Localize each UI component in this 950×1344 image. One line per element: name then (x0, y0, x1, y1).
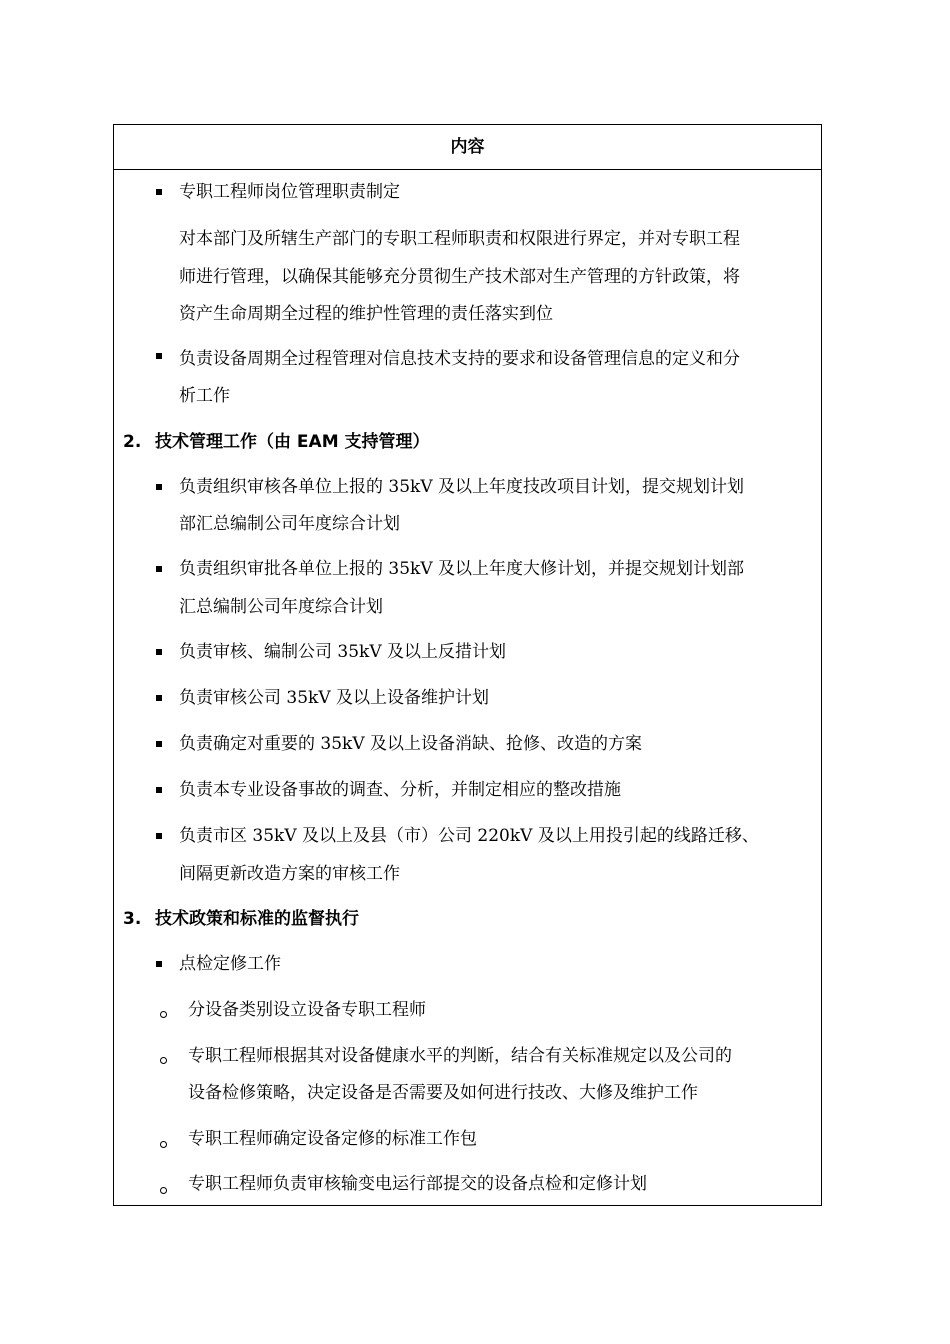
list-item: 负责设备周期全过程管理对信息技术支持的要求和设备管理信息的定义和分 (179, 349, 740, 369)
list-item: 负责确定对重要的 35kV 及以上设备消缺、抢修、改造的方案 (179, 734, 643, 754)
section-title: 技术政策和标准的监督执行 (155, 909, 359, 929)
circle-bullet-icon (160, 1141, 167, 1148)
list-item-continuation: 部汇总编制公司年度综合计划 (179, 514, 400, 534)
sub-list-item: 分设备类别设立设备专职工程师 (188, 1000, 426, 1020)
sub-list-item-continuation: 设备检修策略，决定设备是否需要及如何进行技改、大修及维护工作 (188, 1083, 698, 1103)
list-item: 负责组织审核各单位上报的 35kV 及以上年度技改项目计划，提交规划计划 (179, 477, 745, 497)
list-item: 负责市区 35kV 及以上及县（市）公司 220kV 及以上用投引起的线路迁移、 (179, 826, 759, 846)
list-item: 负责本专业设备事故的调查、分析，并制定相应的整改措施 (179, 780, 621, 800)
square-bullet-icon (156, 566, 162, 572)
section-title: 技术管理工作（由 EAM 支持管理） (155, 432, 430, 452)
square-bullet-icon (156, 649, 162, 655)
list-item: 负责审核公司 35kV 及以上设备维护计划 (179, 688, 490, 708)
paragraph-line: 师进行管理，以确保其能够充分贯彻生产技术部对生产管理的方针政策，将 (179, 267, 740, 287)
square-bullet-icon (156, 695, 162, 701)
paragraph-line: 资产生命周期全过程的维护性管理的责任落实到位 (179, 304, 553, 324)
list-item-continuation: 汇总编制公司年度综合计划 (179, 597, 383, 617)
table-header: 内容 (114, 125, 821, 170)
square-bullet-icon (156, 787, 162, 793)
list-item: 负责组织审批各单位上报的 35kV 及以上年度大修计划，并提交规划计划部 (179, 559, 745, 579)
square-bullet-icon (156, 484, 162, 490)
section-number: 3. (123, 909, 142, 929)
circle-bullet-icon (160, 1057, 167, 1064)
square-bullet-icon (156, 189, 162, 195)
list-item: 负责审核、编制公司 35kV 及以上反措计划 (179, 642, 507, 662)
section-number: 2. (123, 432, 142, 452)
sub-list-item: 专职工程师确定设备定修的标准工作包 (188, 1129, 477, 1149)
square-bullet-icon (156, 353, 162, 359)
circle-bullet-icon (160, 1187, 167, 1194)
sub-list-item: 专职工程师负责审核输变电运行部提交的设备点检和定修计划 (188, 1174, 647, 1194)
list-item: 专职工程师岗位管理职责制定 (179, 182, 400, 202)
list-item-continuation: 间隔更新改造方案的审核工作 (179, 864, 400, 884)
circle-bullet-icon (160, 1011, 167, 1018)
sub-list-item: 专职工程师根据其对设备健康水平的判断，结合有关标准规定以及公司的 (188, 1046, 732, 1066)
list-item-continuation: 析工作 (179, 386, 230, 406)
square-bullet-icon (156, 741, 162, 747)
square-bullet-icon (156, 833, 162, 839)
paragraph-line: 对本部门及所辖生产部门的专职工程师职责和权限进行界定，并对专职工程 (179, 229, 740, 249)
square-bullet-icon (156, 961, 162, 967)
list-item: 点检定修工作 (179, 954, 281, 974)
